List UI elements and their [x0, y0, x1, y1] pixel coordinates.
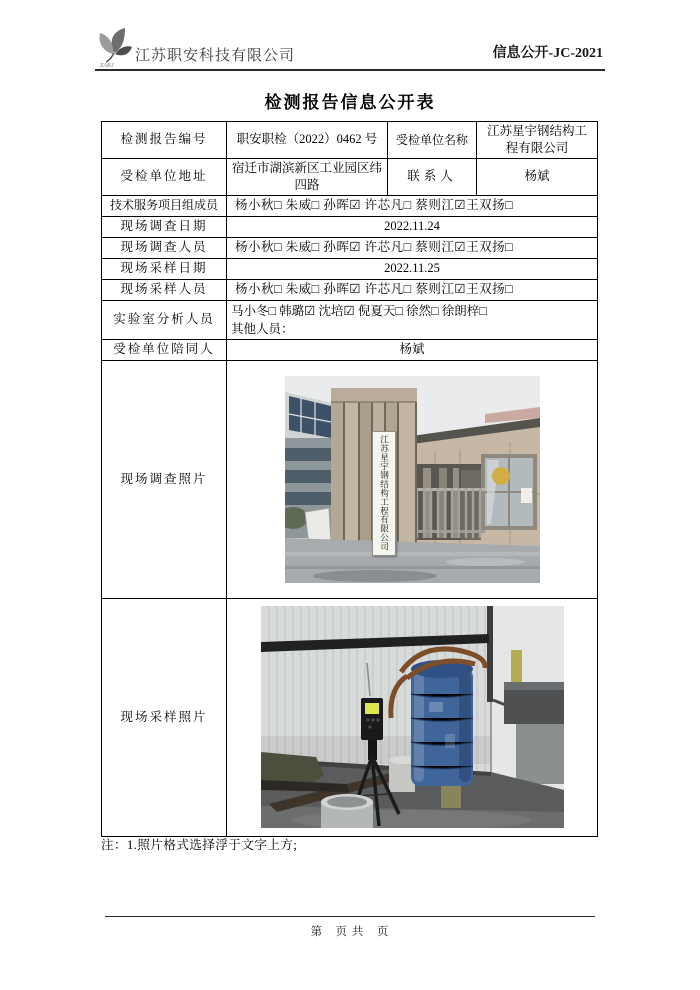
table-row — [102, 279, 598, 300]
sampling-staff-checkboxes: 杨小秋□ 朱威□ 孙晖☑ 许芯凡□ 蔡则江☑王双扬□ — [227, 279, 598, 300]
sampling-photo — [261, 606, 564, 828]
table-row — [102, 122, 598, 159]
svg-text:ZAKJ: ZAKJ — [100, 63, 114, 68]
sampling-photo-label: 现场采样照片 — [102, 598, 227, 836]
sampling-photo-cell — [227, 598, 598, 836]
office-window — [481, 454, 537, 530]
disclosure-form-table — [101, 121, 598, 837]
survey-photo-cell — [227, 360, 598, 598]
sampling-date-value: 2022.11.25 — [227, 258, 598, 279]
table-row — [102, 195, 598, 216]
sampling-staff-label: 现场采样人员 — [102, 279, 227, 300]
unit-name-value: 江苏星宇钢结构工程有限公司 — [477, 122, 598, 159]
contact-label: 联系人 — [388, 158, 477, 195]
survey-date-value: 2022.11.24 — [227, 216, 598, 237]
instrument-screen — [365, 703, 379, 714]
lab-staff-label: 实验室分析人员 — [102, 300, 227, 339]
survey-photo-label: 现场调查照片 — [102, 360, 227, 598]
page-header — [95, 26, 605, 68]
survey-photo-illustration — [285, 376, 540, 583]
address-value: 宿迁市湖滨新区工业园区纬四路 — [227, 158, 388, 195]
contact-value: 杨斌 — [477, 158, 598, 195]
table-row — [102, 339, 598, 360]
survey-staff-label: 现场调查人员 — [102, 237, 227, 258]
entrance-gate — [413, 464, 485, 540]
table-row — [102, 360, 598, 598]
sampling-date-label: 现场采样日期 — [102, 258, 227, 279]
table-row — [102, 158, 598, 195]
corner-pipe — [487, 606, 493, 702]
table-row — [102, 598, 598, 836]
address-label: 受检单位地址 — [102, 158, 227, 195]
survey-photo — [285, 376, 540, 583]
survey-date-label: 现场调查日期 — [102, 216, 227, 237]
unit-name-label: 受检单位名称 — [388, 122, 477, 159]
survey-staff-checkboxes: 杨小秋□ 朱威□ 孙晖☑ 许芯凡□ 蔡则江☑王双扬□ — [227, 237, 598, 258]
header-divider — [95, 69, 605, 71]
report-no-label: 检测报告编号 — [102, 122, 227, 159]
escort-label: 受检单位陪同人 — [102, 339, 227, 360]
team-members-checkboxes: 杨小秋□ 朱威□ 孙晖☑ 许芯凡□ 蔡则江☑王双扬□ — [227, 195, 598, 216]
lab-staff-cell — [227, 300, 598, 339]
company-logo-icon — [95, 26, 133, 73]
yellow-circle-sign — [492, 467, 510, 485]
table-row — [102, 237, 598, 258]
table-row — [102, 300, 598, 339]
lab-staff-checkboxes: 马小冬□ 韩璐☑ 沈培☑ 倪夏天□ 徐然□ 徐朗梓□ — [231, 303, 487, 318]
metal-bucket — [321, 794, 373, 828]
escort-value: 杨斌 — [227, 339, 598, 360]
page-title: 检测报告信息公开表 — [264, 93, 436, 112]
document-code: 信息公开-JC-2021 — [492, 46, 603, 61]
company-name: 江苏职安科技有限公司 — [135, 48, 296, 64]
table-row — [102, 258, 598, 279]
footnote: 注：1.照片格式选择浮于文字上方; — [101, 838, 298, 852]
sampling-photo-illustration — [261, 606, 564, 828]
company-vertical-sign: 江苏星宇钢结构工程有限公司 — [372, 431, 396, 556]
table-row — [102, 216, 598, 237]
report-no-value: 职安职检（2022）0462 号 — [227, 122, 388, 159]
lab-staff-others: 其他人员： — [231, 321, 294, 336]
page-footer: 第 页 共 页 — [105, 916, 595, 939]
team-label: 技术服务项目组成员 — [102, 195, 227, 216]
